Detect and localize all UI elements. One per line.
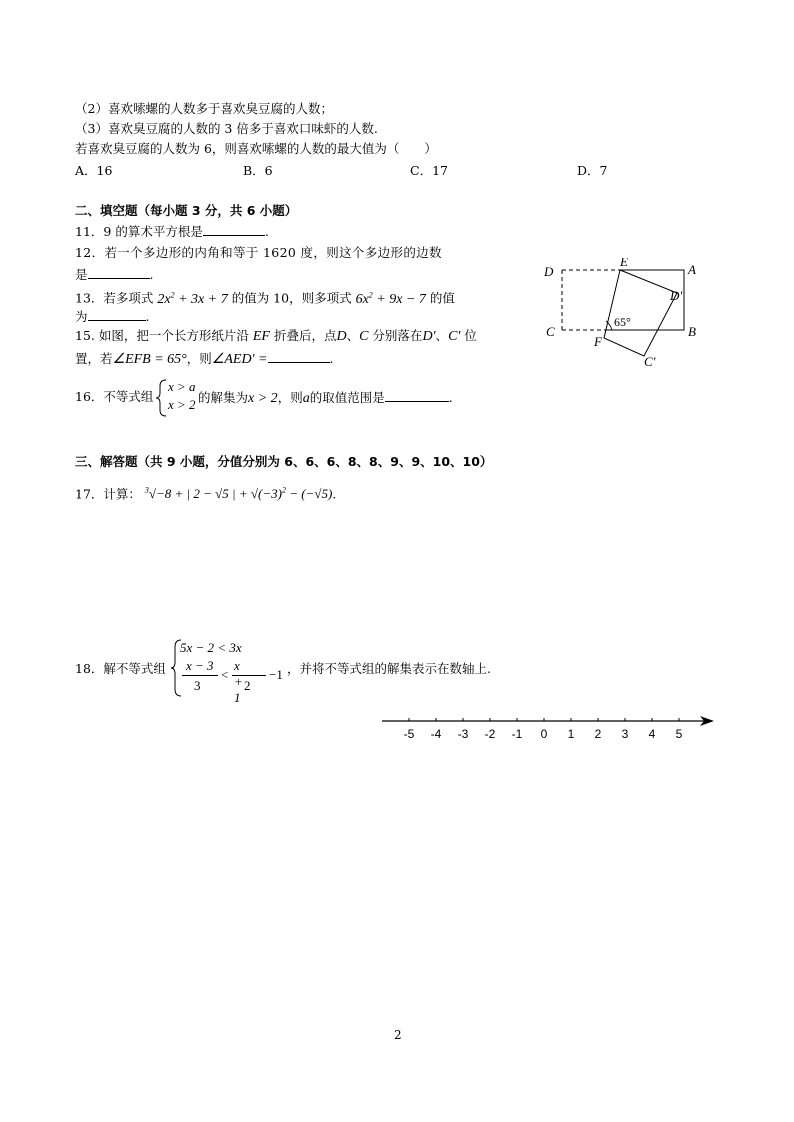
number-line-label: -2 xyxy=(484,727,496,741)
q16-end: 的取值范围是 xyxy=(309,390,385,405)
fold-label-c: C xyxy=(546,324,555,339)
q15-line1: 15. 如图，把一个长方形纸片沿 EF 折叠后，点D、C 分别落在D'、C' 位 xyxy=(75,328,477,344)
fold-label-f: F xyxy=(594,334,602,349)
fold-label-a: A xyxy=(688,262,696,277)
fold-label-d: D xyxy=(544,264,554,279)
q13-mid: 的值为 10，则多项式 xyxy=(231,290,352,306)
number-line-label: 3 xyxy=(621,727,629,741)
q13-line2: 为 . xyxy=(75,309,150,324)
fold-figure xyxy=(540,258,710,378)
q15-text-b: 折叠后，点 xyxy=(273,328,337,343)
q15-text-f: ，则 xyxy=(186,351,212,366)
q18-system xyxy=(180,640,283,705)
q10-option-b: B．6 xyxy=(243,163,273,178)
number-line-label: -3 xyxy=(457,727,469,741)
q11: 11．9 的算术平方根是 . xyxy=(75,224,269,239)
q10-condition-2: （2）喜欢嗦螺的人数多于喜欢臭豆腐的人数； xyxy=(75,101,333,116)
q17-text: 17．计算： xyxy=(75,486,141,502)
section3-heading: 三、解答题（共 9 小题，分值分别为 6、6、6、8、8、9、9、10、10） xyxy=(75,454,493,469)
fold-label-b: B xyxy=(688,324,696,339)
q15-angle-efb: ∠EFB = 65° xyxy=(112,352,187,367)
q10-option-d: D．7 xyxy=(577,163,608,178)
q16-prefix: 16．不等式组 xyxy=(75,389,154,404)
q17-expression: $^3$√−8 + | 2 − √5 | + $√(-3)^2 - (-√5)$ xyxy=(144,486,333,502)
number-line-label: -1 xyxy=(511,727,523,741)
q15-points: D xyxy=(336,329,347,344)
q18-ineq2: x − 3 3 < x + 1 2 −1 xyxy=(180,658,242,698)
fold-figure-folded xyxy=(604,270,677,356)
fold-label-angle: 65° xyxy=(614,315,631,329)
page-number: 2 xyxy=(394,1028,402,1042)
q13-answer-blank[interactable] xyxy=(88,308,146,321)
q16-answer-blank[interactable] xyxy=(385,389,449,402)
q16-system xyxy=(168,378,196,414)
q15-answer-blank[interactable] xyxy=(268,350,330,363)
section2-heading: 二、填空题（每小题 3 分，共 6 小题） xyxy=(75,203,298,218)
q17: 17．计算： $^3$√−8 + | 2 − √5 | + $√(-3)^2 - (-√5)$. xyxy=(75,486,337,502)
q10-condition-3: （3）喜欢臭豆腐的人数的 3 倍多于喜欢口味虾的人数. xyxy=(75,121,378,136)
q12-line2-text: 是 xyxy=(75,267,88,282)
q13-expr1: $2x^2 + 3x + 7$ xyxy=(157,290,228,307)
q10-option-a: A．16 xyxy=(75,163,113,178)
q11-text: 11．9 的算术平方根是 xyxy=(75,224,203,239)
q16-solution: x > 2 xyxy=(248,391,278,406)
q15-ef: EF xyxy=(252,329,270,344)
q13-line1 xyxy=(75,287,455,308)
number-line-label: 0 xyxy=(540,727,548,741)
fold-label-dprime: D' xyxy=(670,288,683,303)
q18-suffix: ，并将不等式组的解集表示在数轴上. xyxy=(287,661,491,676)
q13-suffix: 的值 xyxy=(429,290,455,306)
q11-answer-blank[interactable] xyxy=(203,223,265,236)
q16 xyxy=(75,389,153,405)
q15-text-d: 位 xyxy=(464,328,477,343)
q15-text-c: 分别落在 xyxy=(372,328,423,343)
number-line-label: 4 xyxy=(648,727,656,741)
q13-expr2: $6x^2 + 9x - 7$ xyxy=(355,290,426,307)
q15-dprime: D' xyxy=(422,329,436,344)
q15-point-c: C xyxy=(359,329,369,344)
q15-text-e: 置，若 xyxy=(75,351,113,366)
q10-stem: 若喜欢臭豆腐的人数为 6，则喜欢嗦螺的人数的最大值为（ ） xyxy=(75,141,437,156)
number-line-label: -4 xyxy=(430,727,442,741)
q16-suffix: ，则 xyxy=(277,390,303,405)
number-line[interactable] xyxy=(382,712,722,742)
q15-cprime: C' xyxy=(448,329,461,344)
q18-label xyxy=(75,661,166,677)
q13-prefix: 13．若多项式 xyxy=(75,290,154,306)
q12-answer-blank[interactable] xyxy=(88,266,150,279)
q15-angle-aed: ∠AED' = xyxy=(211,352,268,367)
q16-mid: 的解集为 xyxy=(198,390,249,405)
q12-line1: 12．若一个多边形的内角和等于 1620 度，则这个多边形的边数 xyxy=(75,245,442,260)
q12-line2: 是 . xyxy=(75,267,154,282)
q16-ineq2: x > 2 xyxy=(168,397,196,412)
q18-ineq1: 5x − 2 < 3x xyxy=(180,640,242,655)
fold-label-e: E xyxy=(620,258,628,269)
fold-label-cprime: C' xyxy=(644,354,656,369)
q10-option-c: C．17 xyxy=(410,163,448,178)
q15-line2: 置，若∠EFB = 65°，则∠AED' = . xyxy=(75,351,334,367)
number-line-label: 2 xyxy=(594,727,602,741)
number-line-label: -5 xyxy=(403,727,415,741)
q16-rest: 的解集为x > 2，则a的取值范围是 . xyxy=(198,390,453,406)
number-line-label: 5 xyxy=(675,727,683,741)
number-line-label: 1 xyxy=(567,727,575,741)
q16-a: a xyxy=(302,391,310,406)
q18-prefix: 18．解不等式组 xyxy=(75,661,166,676)
q16-ineq1: x > a xyxy=(168,379,196,394)
q15-text-a: 15. 如图，把一个长方形纸片沿 xyxy=(75,328,249,343)
q13-line2-text: 为 xyxy=(75,309,88,324)
